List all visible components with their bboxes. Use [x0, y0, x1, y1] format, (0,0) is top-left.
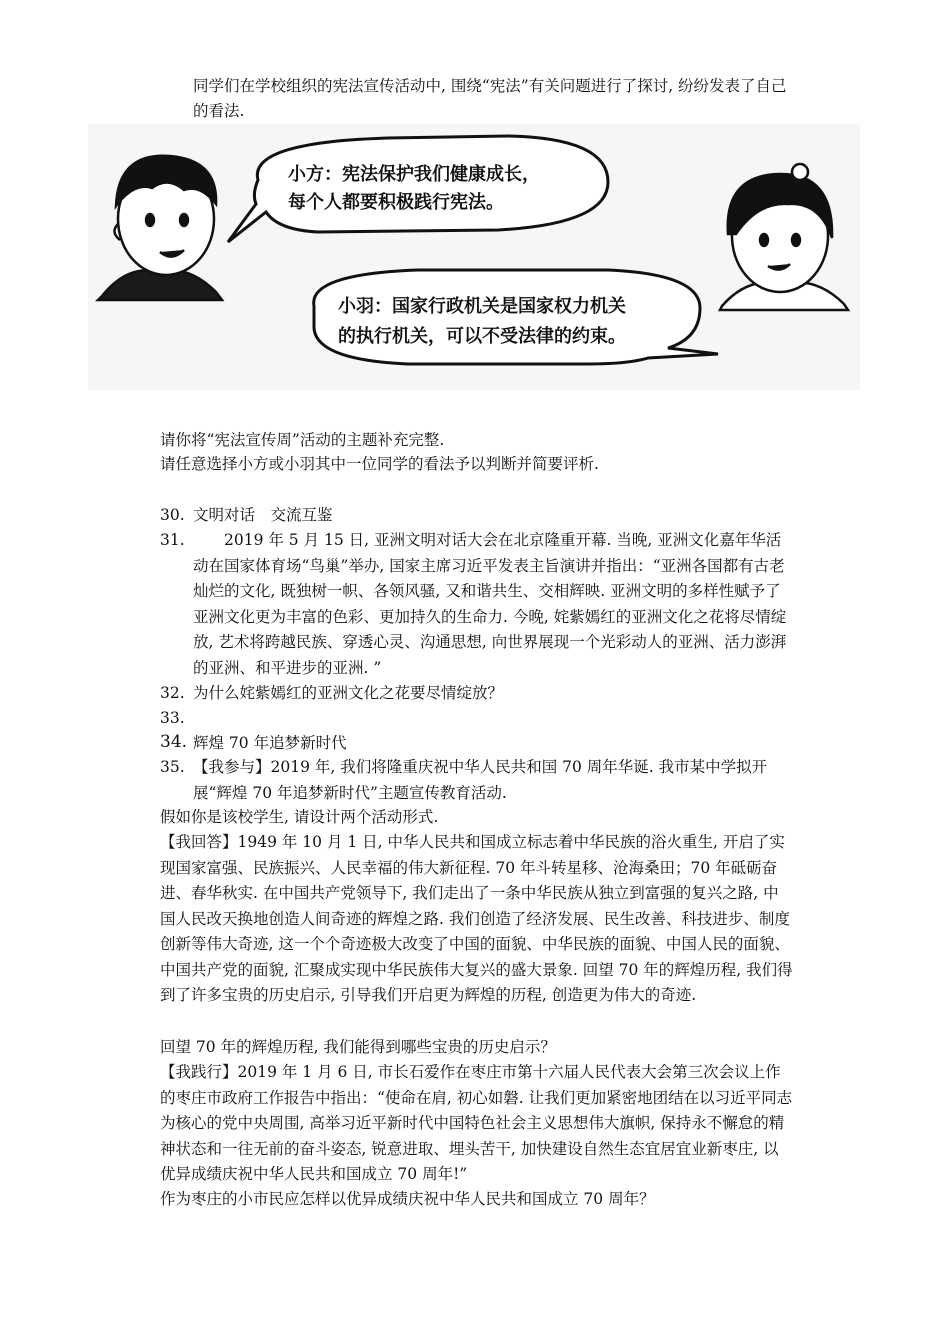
item-number: 32.	[160, 684, 185, 702]
item-text: 为什么姹紫嫣红的亚洲文化之花要尽情绽放？	[193, 684, 504, 702]
bubble-xiaofang-line-1: 小方：宪法保护我们健康成长，	[288, 164, 540, 185]
item-text: 【我参与】2019 年, 我们将隆重庆祝中华人民共和国 70 周年华诞. 我市某中学拟开展“辉煌 70 年追梦新时代”主题宣传教育活动.	[193, 758, 768, 802]
item-text: 文明对话 交流互鉴	[193, 506, 333, 524]
item-text: 2019 年 5 月 15 日, 亚洲文明对话大会在北京隆重开幕. 当晚, 亚洲文化嘉年华活动在国家体育场“鸟巢”举办, 国家主席习近平发表主旨演讲并指出：“亚洲各国都有古老灿烂的文化, 既独树一帜、各领风骚, 又和谐共生、交相辉映. 亚洲文明的多样性赋予了亚洲文化更为丰富的色彩、更加持久的生命力. 今晚, 姹紫嫣红的亚洲文化之花将尽情绽放, 艺术将跨越民族、穿透心灵、沟通思想, 向世界展现一个光彩动人的亚洲、活力澎湃的亚洲、和平进步的亚洲. ”	[193, 531, 787, 677]
bubble-xiaoyu-line-2: 的执行机关，可以不受法律的约束。	[338, 326, 626, 347]
speech-bubble-xiaoyu	[314, 270, 718, 364]
dialogue-illustration	[88, 124, 860, 390]
girl-hair-bow	[792, 164, 808, 180]
practice-paragraph: 【我践行】2019 年 1 月 6 日, 市长石爱作在枣庄市第十六届人民代表大会第三次会议上作的枣庄市政府工作报告中指出：“使命在肩, 初心如磐. 让我们更加紧密地团结在以习近平同志为核心的党中央周围, 高举习近平新时代中国特色社会主义思想伟大旗帜, 保持永不懈怠的精神状态和一往无前的奋斗姿态, 锐意进取、埋头苦干, 加快建设自然生态宜居宜业新枣庄, 以优异成绩庆祝中华人民共和国成立 70 周年!”	[160, 1063, 793, 1183]
item-number: 33.	[160, 709, 185, 727]
history-question: 回望 70 年的辉煌历程, 我们能得到哪些宝贵的历史启示？	[160, 1038, 556, 1056]
answer-paragraph: 【我回答】1949 年 10 月 1 日, 中华人民共和国成立标志着中华民族的浴火重生, 开启了实现国家富强、民族振兴、人民幸福的伟大新征程. 70 年斗转星移、沧海桑田；70 年砥砺奋进、春华秋实. 在中国共产党领导下, 我们走出了一条中华民族从独立到富强的复兴之路, 中国人民改天换地创造人间奇迹的辉煌之路. 我们创造了经济发展、民生改善、科技进步、制度创新等伟大奇迹, 这一个个奇迹极大改变了中国的面貌、中华民族的面貌、中国人民的面貌、中国共产党的面貌, 汇聚成实现中华民族伟大复兴的盛大景象. 回望 70 年的辉煌历程, 我们得到了许多宝贵的历史启示, 引导我们开启更为辉煌的历程, 创造更为伟大的奇迹.	[160, 833, 793, 1004]
boy-left-eye	[146, 214, 154, 226]
bubble-xiaoyu-line-1: 小羽：国家行政机关是国家权力机关	[338, 296, 626, 317]
dialogue-illustration-svg	[88, 124, 860, 390]
activity-question: 假如你是该校学生, 请设计两个活动形式.	[160, 808, 439, 826]
girl-right-eye	[792, 234, 800, 246]
item-number: 35.	[160, 758, 185, 776]
item-text: 辉煌 70 年追梦新时代	[193, 734, 347, 752]
item-number: 30.	[160, 506, 185, 524]
citizen-question: 作为枣庄的小市民应怎样以优异成绩庆祝中华人民共和国成立 70 周年？	[160, 1190, 655, 1208]
item-number: 34.	[160, 732, 188, 752]
boy-right-eye	[180, 214, 188, 226]
intro-paragraph: 同学们在学校组织的宪法宣传活动中, 围绕“宪法”有关问题进行了探讨, 纷纷发表了自己的看法.	[193, 77, 787, 120]
item-number: 31.	[160, 531, 185, 549]
bubble-xiaofang-line-2: 每个人都要积极践行宪法。	[288, 192, 504, 213]
girl-left-eye	[760, 234, 768, 246]
question-evaluate-view: 请任意选择小方或小羽其中一位同学的看法予以判断并简要评析.	[160, 455, 599, 473]
question-fill-theme: 请你将“宪法宣传周”活动的主题补充完整.	[160, 431, 445, 449]
